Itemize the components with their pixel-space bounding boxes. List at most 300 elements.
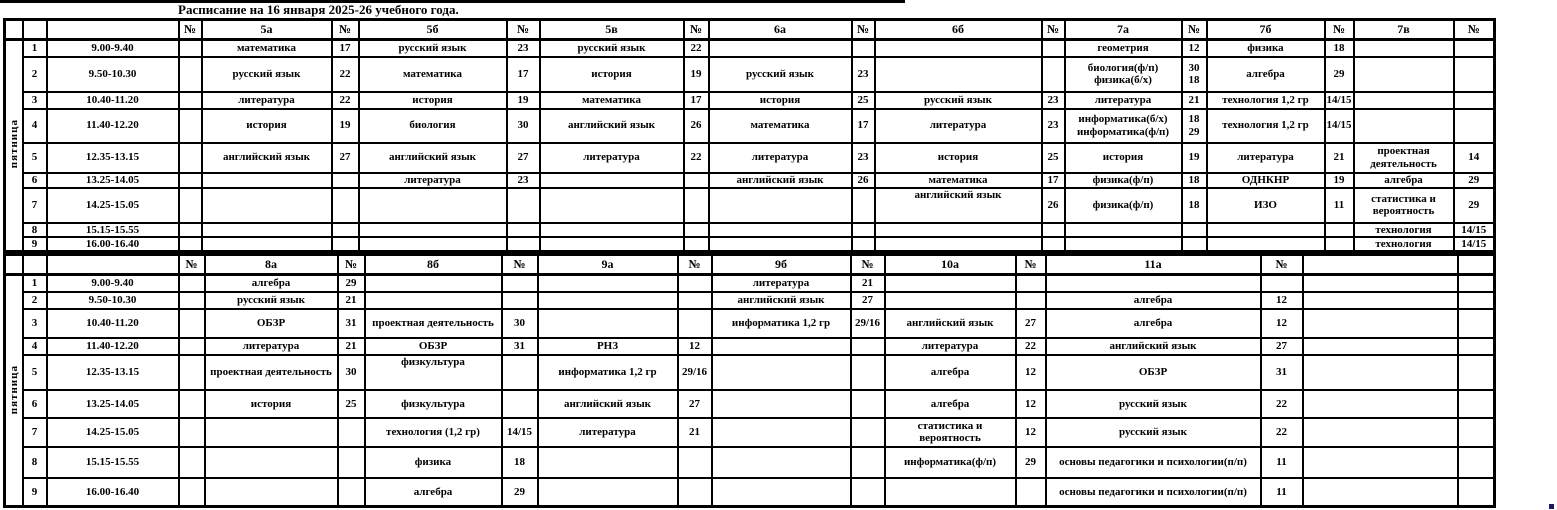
room-number-header: № [1042, 20, 1065, 40]
time-cell: 13.25-14.05 [47, 173, 179, 188]
subject-cell [875, 57, 1042, 92]
subject-cell: история [359, 92, 507, 109]
time-cell: 10.40-11.20 [47, 309, 179, 338]
lesson-number-cell: 8 [23, 447, 47, 478]
subject-cell: английский язык [875, 188, 1042, 223]
subject-cell [1303, 292, 1458, 309]
room-cell: 30 [338, 355, 365, 390]
subject-cell: основы педагогики и психологии(п/п) [1046, 447, 1261, 478]
class-header: 7в [1354, 20, 1454, 40]
room-cell: 17 [507, 57, 540, 92]
subject-cell: английский язык [709, 173, 852, 188]
subject-cell: русский язык [359, 40, 507, 57]
room-cell [852, 237, 875, 252]
room-cell [507, 237, 540, 252]
room-cell: 29 [1016, 447, 1046, 478]
class-header: 8а [205, 255, 338, 275]
time-cell: 9.50-10.30 [47, 292, 179, 309]
schedule-title: Расписание на 16 января 2025-26 учебного года. [178, 2, 459, 17]
room-cell [684, 237, 709, 252]
class-header: 5б [359, 20, 507, 40]
lesson-number-cell: 9 [23, 478, 47, 507]
subject-cell: геометрия [1065, 40, 1182, 57]
class-header: 9а [538, 255, 678, 275]
room-cell [1325, 237, 1354, 252]
time-cell: 16.00-16.40 [47, 478, 179, 507]
room-cell [851, 478, 885, 507]
subject-cell [1303, 478, 1458, 507]
room-cell: 12 [1016, 390, 1046, 418]
subject-cell: литература [1065, 92, 1182, 109]
time-cell: 15.15-15.55 [47, 223, 179, 237]
room-cell [851, 447, 885, 478]
subject-cell: математика [359, 57, 507, 92]
subject-cell: русский язык [205, 292, 338, 309]
subject-cell: проектная деятельность [365, 309, 502, 338]
room-cell: 14/15 [1454, 223, 1495, 237]
room-cell [1458, 338, 1495, 355]
subject-cell: история [1065, 143, 1182, 173]
time-cell: 16.00-16.40 [47, 237, 179, 252]
lesson-number-cell: 6 [23, 390, 47, 418]
room-cell [852, 188, 875, 223]
subject-cell: английский язык [1046, 338, 1261, 355]
subject-cell: проектная деятельность [1354, 143, 1454, 173]
room-cell: 12 [1261, 292, 1303, 309]
room-cell: 21 [1325, 143, 1354, 173]
subject-cell: русский язык [709, 57, 852, 92]
room-cell [502, 292, 538, 309]
room-cell [1182, 57, 1207, 92]
room-cell [1016, 292, 1046, 309]
subject-cell [538, 275, 678, 292]
subject-line: физика(б/х) [1094, 74, 1152, 86]
room-cell [1458, 418, 1495, 447]
lesson-number-cell: 5 [23, 143, 47, 173]
room-cell: 30 [507, 109, 540, 143]
room-cell: 29/16 [678, 355, 712, 390]
subject-cell [712, 478, 851, 507]
subject-cell [1354, 57, 1454, 92]
class-header: 9б [712, 255, 851, 275]
subject-cell: физкультура [365, 355, 502, 390]
room-cell: 26 [852, 173, 875, 188]
subject-cell: литература [202, 92, 332, 109]
room-cell [502, 390, 538, 418]
room-cell: 19 [1325, 173, 1354, 188]
room-number-header: № [851, 255, 885, 275]
room-line: 30 [1188, 61, 1200, 74]
subject-cell: литература [1207, 143, 1325, 173]
subject-cell [538, 292, 678, 309]
header-corner [47, 255, 179, 275]
subject-cell: технология 1,2 гр [1207, 109, 1325, 143]
subject-cell: проектная деятельность [205, 355, 338, 390]
time-cell: 9.50-10.30 [47, 57, 179, 92]
room-cell [684, 188, 709, 223]
room-cell [1182, 237, 1207, 252]
subject-cell [1065, 223, 1182, 237]
room-cell [338, 478, 365, 507]
subject-cell [540, 173, 684, 188]
class-header: 11а [1046, 255, 1261, 275]
subject-cell: алгебра [1046, 309, 1261, 338]
subject-cell: физика [1207, 40, 1325, 57]
subject-cell: русский язык [875, 92, 1042, 109]
room-cell [678, 478, 712, 507]
schedule-table-lower [3, 253, 1496, 508]
subject-cell [538, 447, 678, 478]
subject-cell: статистика и вероятность [885, 418, 1016, 447]
room-cell [338, 447, 365, 478]
room-cell: 21 [678, 418, 712, 447]
subject-cell: английский язык [540, 109, 684, 143]
room-cell [851, 390, 885, 418]
room-cell [684, 223, 709, 237]
subject-cell [1303, 309, 1458, 338]
subject-cell: технология 1,2 гр [1207, 92, 1325, 109]
lesson-number-cell: 3 [23, 92, 47, 109]
subject-cell [205, 447, 338, 478]
room-cell [678, 447, 712, 478]
room-cell: 22 [332, 92, 359, 109]
room-cell: 29 [1454, 188, 1495, 223]
subject-cell: русский язык [1046, 390, 1261, 418]
class-header: 6б [875, 20, 1042, 40]
subject-cell: технология (1,2 гр) [365, 418, 502, 447]
room-cell [179, 309, 205, 338]
room-cell [179, 355, 205, 390]
subject-cell [1065, 57, 1182, 92]
room-cell: 12 [1016, 418, 1046, 447]
room-number-header: № [684, 20, 709, 40]
subject-cell: английский язык [202, 143, 332, 173]
room-cell [1325, 223, 1354, 237]
room-cell: 29 [1325, 57, 1354, 92]
room-number-header: № [1261, 255, 1303, 275]
room-cell [332, 223, 359, 237]
room-cell: 27 [507, 143, 540, 173]
lesson-number-cell: 8 [23, 223, 47, 237]
subject-cell [885, 292, 1016, 309]
subject-cell: основы педагогики и психологии(п/п) [1046, 478, 1261, 507]
room-cell: 29 [502, 478, 538, 507]
room-cell [507, 223, 540, 237]
subject-cell [202, 237, 332, 252]
room-cell: 18 [502, 447, 538, 478]
room-cell [1042, 223, 1065, 237]
room-cell [179, 92, 202, 109]
time-cell: 9.00-9.40 [47, 275, 179, 292]
room-cell: 30 [502, 309, 538, 338]
room-cell [179, 143, 202, 173]
room-cell: 27 [332, 143, 359, 173]
subject-cell: литература [205, 338, 338, 355]
class-header: 8б [365, 255, 502, 275]
subject-cell: ОДНКНР [1207, 173, 1325, 188]
room-cell [1458, 447, 1495, 478]
room-cell [851, 355, 885, 390]
subject-cell [538, 309, 678, 338]
lesson-number-cell: 1 [23, 40, 47, 57]
subject-cell [875, 223, 1042, 237]
subject-cell: литература [885, 338, 1016, 355]
room-cell: 18 [1325, 40, 1354, 57]
subject-cell [1303, 418, 1458, 447]
subject-cell: математика [202, 40, 332, 57]
subject-cell: история [202, 109, 332, 143]
subject-cell: информатика 1,2 гр [712, 309, 851, 338]
subject-cell [1354, 40, 1454, 57]
room-cell: 22 [684, 40, 709, 57]
subject-cell: алгебра [1354, 173, 1454, 188]
room-cell [179, 478, 205, 507]
room-cell [852, 223, 875, 237]
subject-cell: математика [875, 173, 1042, 188]
subject-cell: алгебра [885, 390, 1016, 418]
room-cell: 18 [1182, 173, 1207, 188]
subject-cell [875, 237, 1042, 252]
room-cell: 17 [852, 109, 875, 143]
subject-cell: физика(ф/п) [1065, 173, 1182, 188]
time-cell: 11.40-12.20 [47, 338, 179, 355]
room-cell [1182, 109, 1207, 143]
room-cell [1042, 40, 1065, 57]
room-cell: 14/15 [502, 418, 538, 447]
room-cell: 25 [338, 390, 365, 418]
room-number-header: № [1016, 255, 1046, 275]
room-cell: 12 [1261, 309, 1303, 338]
subject-cell [205, 478, 338, 507]
subject-cell [202, 223, 332, 237]
schedule-table-upper [3, 18, 1496, 253]
subject-line: информатика(ф/п) [1076, 125, 1170, 138]
subject-cell: физкультура [365, 390, 502, 418]
lesson-number-cell: 6 [23, 173, 47, 188]
subject-cell [202, 188, 332, 223]
room-cell [179, 418, 205, 447]
room-cell: 23 [852, 143, 875, 173]
room-number-header: № [179, 255, 205, 275]
subject-cell [205, 418, 338, 447]
subject-cell: ИЗО [1207, 188, 1325, 223]
subject-cell: физика [365, 447, 502, 478]
lesson-number-cell: 2 [23, 57, 47, 92]
subject-cell: английский язык [885, 309, 1016, 338]
room-number-header: № [1182, 20, 1207, 40]
subject-cell [1303, 338, 1458, 355]
header-corner [23, 255, 47, 275]
subject-cell [1207, 237, 1325, 252]
room-number-header: № [332, 20, 359, 40]
room-cell: 19 [507, 92, 540, 109]
room-cell [179, 237, 202, 252]
subject-cell [875, 40, 1042, 57]
subject-cell: ОБЗР [365, 338, 502, 355]
subject-cell: английский язык [538, 390, 678, 418]
room-cell: 22 [684, 143, 709, 173]
room-cell: 21 [338, 292, 365, 309]
room-cell [684, 173, 709, 188]
subject-cell: литература [540, 143, 684, 173]
selection-handle [1549, 504, 1554, 509]
room-cell: 11 [1261, 447, 1303, 478]
time-cell: 12.35-13.15 [47, 143, 179, 173]
room-cell [1016, 478, 1046, 507]
room-cell [1042, 237, 1065, 252]
subject-cell [202, 173, 332, 188]
subject-cell: ОБЗР [205, 309, 338, 338]
room-cell [1458, 275, 1495, 292]
subject-cell: алгебра [365, 478, 502, 507]
subject-cell [365, 292, 502, 309]
room-number-header [1458, 255, 1495, 275]
room-cell [851, 338, 885, 355]
room-line: 29 [1188, 125, 1200, 138]
day-cell [5, 40, 23, 252]
room-cell [502, 275, 538, 292]
room-cell [1458, 309, 1495, 338]
room-cell [502, 355, 538, 390]
subject-cell: английский язык [712, 292, 851, 309]
room-cell: 11 [1325, 188, 1354, 223]
time-cell: 10.40-11.20 [47, 92, 179, 109]
room-number-header: № [678, 255, 712, 275]
subject-cell [709, 188, 852, 223]
subject-cell [359, 223, 507, 237]
room-cell [851, 418, 885, 447]
subject-cell [359, 237, 507, 252]
room-cell: 17 [684, 92, 709, 109]
subject-cell: история [875, 143, 1042, 173]
room-cell: 22 [1261, 418, 1303, 447]
subject-cell: русский язык [1046, 418, 1261, 447]
room-number-header: № [338, 255, 365, 275]
room-cell [179, 275, 205, 292]
room-cell: 19 [332, 109, 359, 143]
day-label-vertical: пятница [7, 119, 20, 169]
lesson-number-cell: 2 [23, 292, 47, 309]
subject-cell [885, 478, 1016, 507]
room-cell: 23 [1042, 92, 1065, 109]
subject-cell: РНЗ [538, 338, 678, 355]
room-cell [1454, 57, 1495, 92]
subject-cell: литература [709, 143, 852, 173]
room-cell [507, 188, 540, 223]
room-cell: 31 [502, 338, 538, 355]
subject-cell [1354, 92, 1454, 109]
room-cell: 22 [1261, 390, 1303, 418]
room-cell [1458, 355, 1495, 390]
class-header: 5а [202, 20, 332, 40]
room-cell [1042, 57, 1065, 92]
room-cell [179, 223, 202, 237]
subject-cell [1065, 109, 1182, 143]
header-corner [5, 255, 23, 275]
time-cell: 13.25-14.05 [47, 390, 179, 418]
room-cell: 12 [678, 338, 712, 355]
room-cell: 29 [1454, 173, 1495, 188]
subject-cell [712, 447, 851, 478]
subject-line: биология(ф/п) [1087, 61, 1159, 74]
time-cell: 14.25-15.05 [47, 418, 179, 447]
subject-cell: история [540, 57, 684, 92]
room-cell: 14 [1454, 143, 1495, 173]
room-cell: 22 [1016, 338, 1046, 355]
subject-cell [709, 223, 852, 237]
room-number-header: № [1454, 20, 1495, 40]
subject-cell: литература [875, 109, 1042, 143]
day-label-vertical: пятница [7, 364, 20, 414]
room-cell [1458, 478, 1495, 507]
subject-cell [1303, 447, 1458, 478]
room-number-header: № [502, 255, 538, 275]
subject-cell [538, 478, 678, 507]
subject-cell: русский язык [540, 40, 684, 57]
class-header: 7б [1207, 20, 1325, 40]
room-cell: 17 [332, 40, 359, 57]
room-cell [678, 292, 712, 309]
class-header [1303, 255, 1458, 275]
subject-line: информатика(б/х) [1078, 113, 1168, 126]
lesson-number-cell: 9 [23, 237, 47, 252]
room-cell: 12 [1182, 40, 1207, 57]
room-cell [1182, 223, 1207, 237]
room-cell: 17 [1042, 173, 1065, 188]
subject-cell [540, 223, 684, 237]
room-cell: 29 [338, 275, 365, 292]
room-cell: 27 [1016, 309, 1046, 338]
room-cell [179, 447, 205, 478]
subject-cell: английский язык [359, 143, 507, 173]
subject-cell [359, 188, 507, 223]
room-cell [179, 109, 202, 143]
title-row [3, 0, 1493, 18]
room-number-header: № [852, 20, 875, 40]
room-cell: 14/15 [1454, 237, 1495, 252]
room-cell: 19 [684, 57, 709, 92]
subject-cell [1046, 275, 1261, 292]
day-cell [5, 275, 23, 507]
subject-cell: технология [1354, 237, 1454, 252]
subject-cell [712, 390, 851, 418]
header-corner [5, 20, 23, 40]
subject-cell [1354, 109, 1454, 143]
room-line: 18 [1188, 74, 1200, 86]
subject-cell: алгебра [1207, 57, 1325, 92]
subject-cell: алгебра [205, 275, 338, 292]
room-cell [338, 418, 365, 447]
subject-cell: информатика 1,2 гр [538, 355, 678, 390]
subject-cell [1207, 223, 1325, 237]
class-header: 6а [709, 20, 852, 40]
room-cell: 21 [1182, 92, 1207, 109]
room-cell: 31 [338, 309, 365, 338]
room-cell: 14/15 [1325, 109, 1354, 143]
subject-cell: физика(ф/п) [1065, 188, 1182, 223]
room-cell [678, 309, 712, 338]
room-number-header: № [507, 20, 540, 40]
room-cell [179, 338, 205, 355]
room-number-header: № [1325, 20, 1354, 40]
subject-cell: история [205, 390, 338, 418]
schedule-sheet [3, 0, 1493, 508]
time-cell: 14.25-15.05 [47, 188, 179, 223]
room-cell [179, 40, 202, 57]
room-cell: 25 [1042, 143, 1065, 173]
room-cell: 26 [1042, 188, 1065, 223]
room-cell [179, 390, 205, 418]
